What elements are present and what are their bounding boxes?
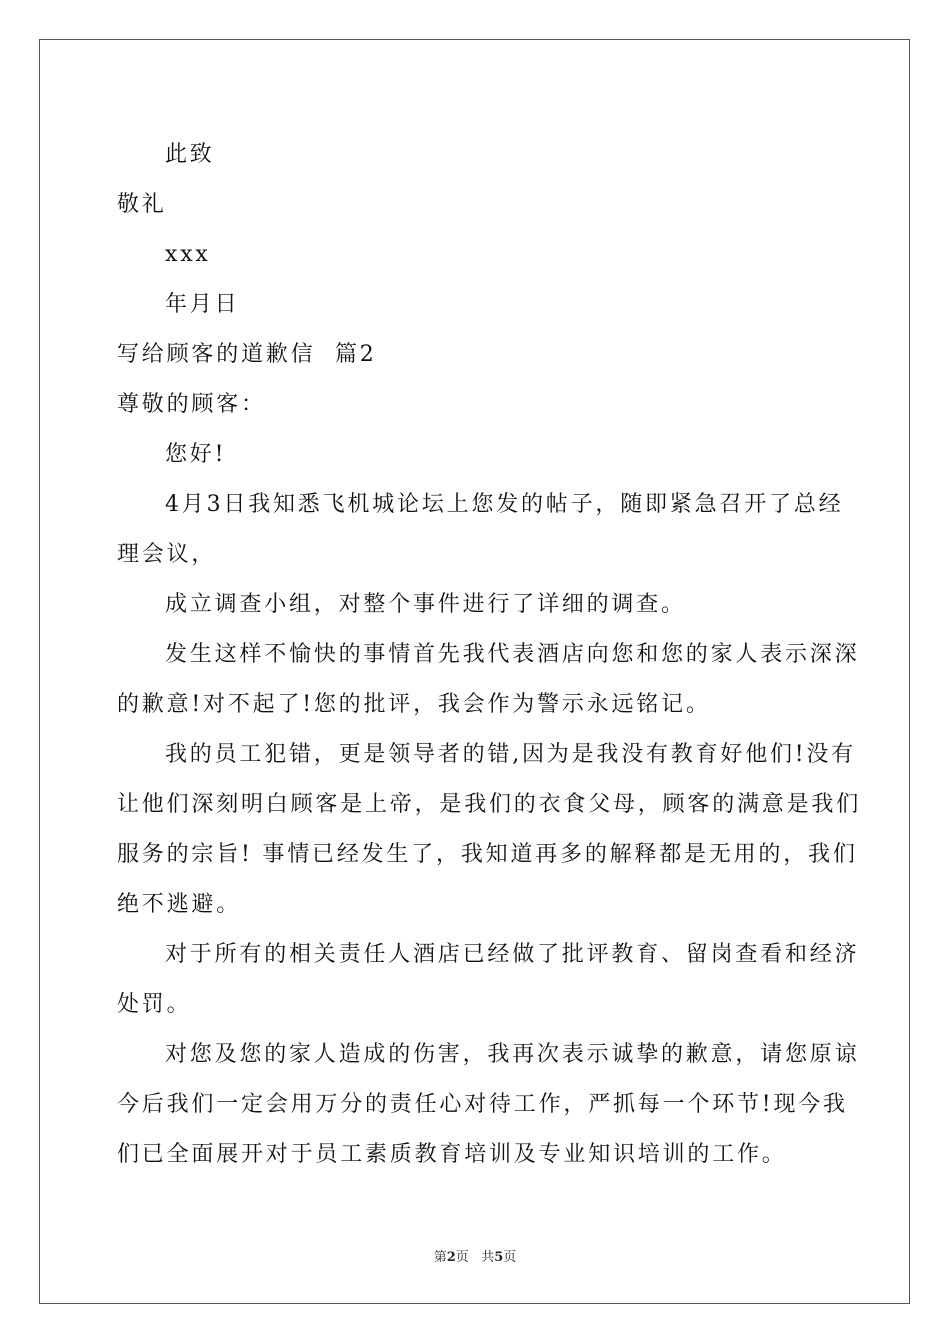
paragraph <box>117 580 841 630</box>
total-pages: 5 <box>494 1250 504 1265</box>
letter-hello: 您好! <box>165 442 227 467</box>
closing-salutation: 此致 <box>165 142 215 167</box>
paragraph <box>117 630 860 730</box>
paragraph <box>117 730 862 930</box>
paragraph-line: 今后我们一定会用万分的责任心对待工作，严抓每一个环节!现今我 <box>117 1092 848 1117</box>
closing-signature: xxx <box>165 242 211 267</box>
paragraph <box>117 1030 860 1180</box>
paragraph-line: 理会议， <box>117 542 217 567</box>
total-suffix: 页 <box>503 1250 517 1265</box>
paragraph-line: 们已全面展开对于员工素质教育培训及专业知识培训的工作。 <box>117 1142 787 1167</box>
paragraph-line: 的歉意!对不起了!您的批评，我会作为警示永远铭记。 <box>117 692 711 717</box>
paragraph-line: 绝不逃避。 <box>117 892 242 917</box>
paragraph-line: 发生这样不愉快的事情首先我代表酒店向您和您的家人表示深深 <box>165 642 860 667</box>
section-title: 写给顾客的道歉信 篇2 <box>117 342 377 367</box>
letter-greeting: 尊敬的顾客： <box>117 392 266 417</box>
paragraph-line: 服务的宗旨! 事情已经发生了，我知道再多的解释都是无用的，我们 <box>117 842 858 867</box>
paragraph-line: 对您及您的家人造成的伤害，我再次表示诚挚的歉意，请您原谅 <box>165 1042 860 1067</box>
closing-date: 年月日 <box>165 292 240 317</box>
paragraph-line: 4月3日我知悉飞机城论坛上您发的帖子，随即紧急召开了总经 <box>165 492 844 517</box>
paragraph-line: 对于所有的相关责任人酒店已经做了批评教育、留岗查看和经济 <box>165 942 860 967</box>
page-prefix: 第 <box>433 1250 447 1265</box>
page-suffix: 页 <box>455 1250 469 1265</box>
paragraph-line: 我的员工犯错，更是领导者的错,因为是我没有教育好他们!没有 <box>165 742 857 767</box>
document-body <box>117 130 862 1180</box>
paragraph <box>117 480 844 580</box>
paragraph <box>117 930 860 1030</box>
closing-regards: 敬礼 <box>117 192 167 217</box>
total-prefix: 共 <box>481 1250 495 1265</box>
page-footer <box>0 1246 950 1265</box>
page-number: 2 <box>446 1250 456 1265</box>
paragraph-line: 成立调查小组，对整个事件进行了详细的调查。 <box>165 592 686 617</box>
paragraph-line: 处罚。 <box>117 992 192 1017</box>
paragraph-line: 让他们深刻明白顾客是上帝，是我们的衣食父母，顾客的满意是我们 <box>117 792 862 817</box>
